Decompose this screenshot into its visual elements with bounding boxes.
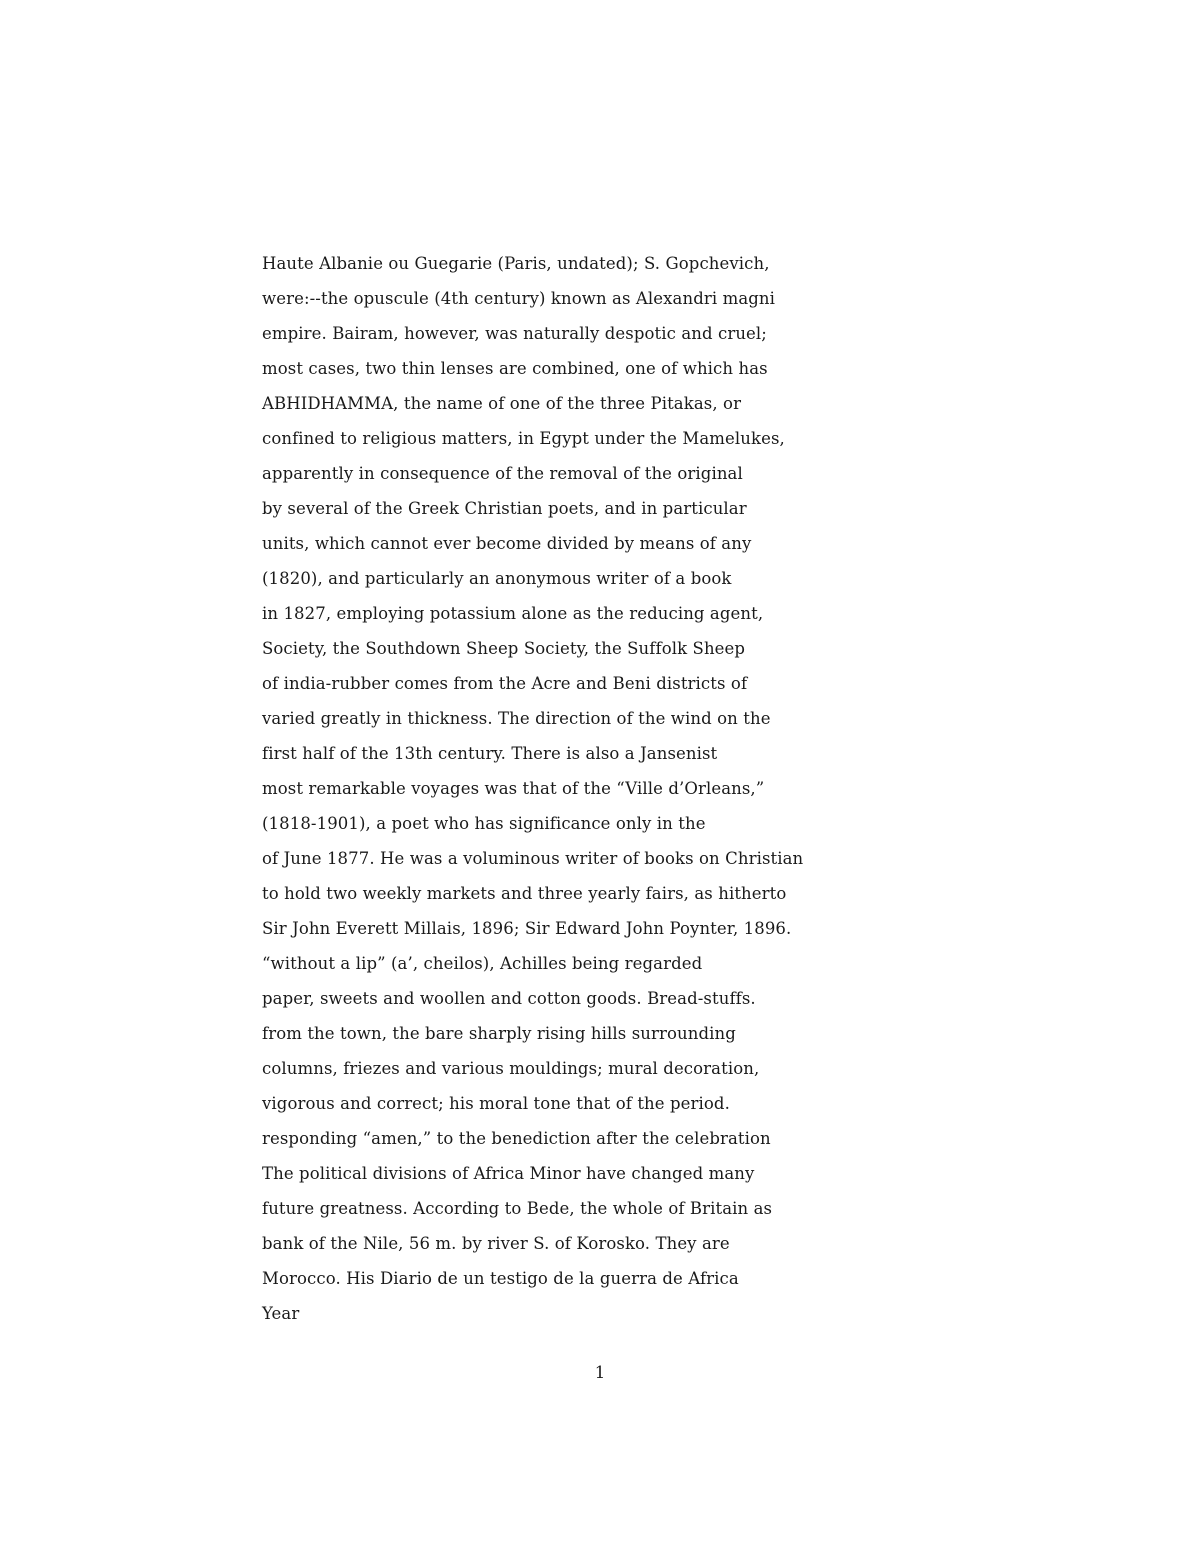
text-line: of June 1877. He was a voluminous writer of books on Christian: [262, 849, 804, 868]
text-line: most remarkable voyages was that of the “Ville d’Orleans,”: [262, 779, 765, 798]
text-line: confined to religious matters, in Egypt under the Mamelukes,: [262, 429, 785, 448]
text-line: units, which cannot ever become divided by means of any: [262, 534, 752, 553]
text-line: Year: [262, 1304, 300, 1323]
text-line: Society, the Southdown Sheep Society, the Suffolk Sheep: [262, 639, 746, 658]
text-line: (1820), and particularly an anonymous writer of a book: [262, 569, 732, 588]
text-line: empire. Bairam, however, was naturally despotic and cruel;: [262, 324, 767, 343]
text-line: most cases, two thin lenses are combined, one of which has: [262, 359, 768, 378]
text-line: were:--the opuscule (4th century) known as Alexandri magni: [262, 289, 776, 308]
text-line: (1818-1901), a poet who has significance only in the: [262, 814, 706, 833]
text-line: by several of the Greek Christian poets, and in particular: [262, 499, 747, 518]
text-line: first half of the 13th century. There is also a Jansenist: [262, 744, 718, 763]
text-line: future greatness. According to Bede, the whole of Britain as: [262, 1199, 773, 1218]
text-line: Morocco. His Diario de un testigo de la guerra de Africa: [262, 1269, 739, 1288]
text-line: apparently in consequence of the removal of the original: [262, 464, 743, 483]
body-text: [262, 246, 882, 1331]
text-line: paper, sweets and woollen and cotton goods. Bread-stuffs.: [262, 989, 756, 1008]
text-line: from the town, the bare sharply rising hills surrounding: [262, 1024, 736, 1043]
text-line: to hold two weekly markets and three yearly fairs, as hitherto: [262, 884, 787, 903]
page-number: 1: [594, 1363, 606, 1382]
text-line: responding “amen,” to the benediction after the celebration: [262, 1129, 771, 1148]
text-line: “without a lip” (a’, cheilos), Achilles being regarded: [262, 954, 703, 973]
text-line: ABHIDHAMMA, the name of one of the three Pitakas, or: [262, 394, 742, 413]
text-line: The political divisions of Africa Minor have changed many: [262, 1164, 755, 1183]
text-line: Sir John Everett Millais, 1896; Sir Edward John Poynter, 1896.: [262, 919, 792, 938]
text-line: in 1827, employing potassium alone as the reducing agent,: [262, 604, 764, 623]
text-line: bank of the Nile, 56 m. by river S. of Korosko. They are: [262, 1234, 730, 1253]
text-line: columns, friezes and various mouldings; mural decoration,: [262, 1059, 760, 1078]
text-line: Haute Albanie ou Guegarie (Paris, undated); S. Gopchevich,: [262, 254, 770, 273]
text-line: vigorous and correct; his moral tone that of the period.: [262, 1094, 730, 1113]
text-line: varied greatly in thickness. The direction of the wind on the: [262, 709, 771, 728]
text-line: of india-rubber comes from the Acre and Beni districts of: [262, 674, 748, 693]
